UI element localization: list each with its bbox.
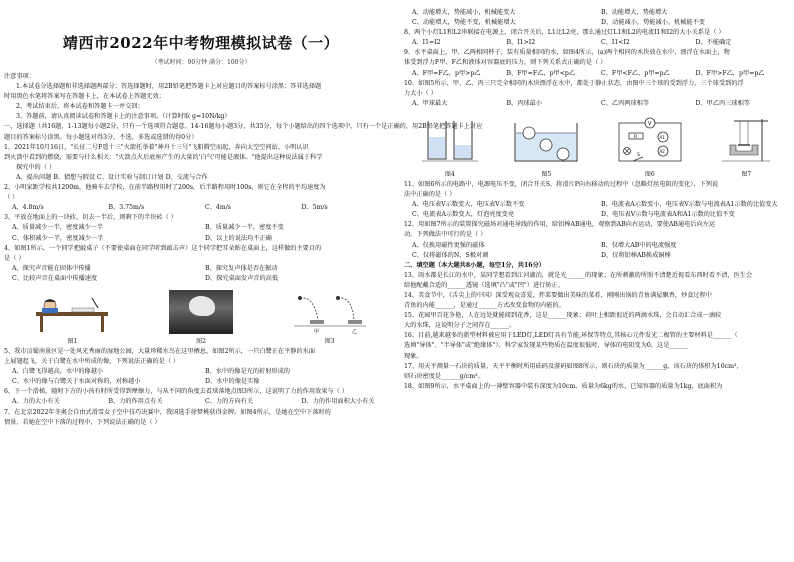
figure-caption: 图3: [324, 337, 335, 345]
question-options: [404, 210, 790, 220]
question-options: A、提出问题 B、猜想与假设 C、设计实验与制订计划 D、交流与合作: [16, 173, 208, 181]
figure-3: [290, 290, 370, 345]
question-options: [4, 234, 398, 244]
question-options: [4, 274, 398, 284]
question-line: 情景，若她在空中下落的过程中，下列说法正确的是（ ）: [4, 418, 161, 426]
question-options: [4, 367, 398, 377]
figure-caption: 图2: [196, 337, 206, 345]
question-line: 2、小明家距学校共1200m，他骑车去学校，在前半路程用时了200s，后半路程用时100s，则它在全程的平均速度为: [4, 184, 326, 192]
question-line: 7、在北京2022年冬奥会自由式滑雪女子空中技巧决赛中，我国选手徐梦桃获得金牌。如图4所示，是她在空中下落时的: [4, 408, 331, 416]
circuit-label-a2: A2: [659, 148, 665, 154]
question-line: 青鱼的内能______，是通过______方式改变食物的内能的。: [404, 302, 565, 310]
figure-4: [420, 115, 480, 178]
question-options: [4, 377, 398, 387]
question-line: 选填"导体"、"半导体"或"绝缘体"）。科学家发现某些物质在温度很低时，导体的电阻变为0，这是______: [404, 342, 688, 350]
question-line: 11、如图6所示的电路中，电源电压不变，闭合开关S，将滑片P向右移动的过程中（忽略灯丝电阻的变化），下列说: [404, 180, 719, 188]
option: C、F甲<F乙，p甲=p乙: [601, 69, 670, 77]
option: B、3.75m/s: [108, 204, 145, 212]
notice-heading: 注意事项：: [4, 73, 35, 80]
question-line: 上展翅起飞，关于白鹭在水中所成的像，下列说法正确的是（ ）: [4, 358, 180, 366]
option: D、甲乙丙三球相等: [695, 99, 750, 107]
notice-item: 1.本试卷分选择题和非选择题两部分；答选择题时，用2B铅笔把答题卡上对应题目的答案标号涂黑；答非选择题: [16, 83, 322, 91]
question-options: [404, 69, 790, 79]
option: B、动能增大，势能增大: [601, 9, 668, 16]
bird-reflection-photo: [169, 290, 233, 334]
option: D、以上的说法均不正确: [205, 234, 272, 242]
figure-row-left: [4, 290, 398, 345]
option: A、力的大小有关: [12, 398, 60, 406]
option: D、电压表V示数与电流表A和A1示数的比值不变: [601, 211, 735, 219]
question-line: 1、2021年10月16日，"长征二号F遥十三"火箭托举着"神舟十三号"飞船腾空而起，奔向太空空间站。小明认识: [4, 143, 309, 151]
question-line: 4、如图1所示，一个同学把敲桌子（不要使桌面在同学听到敲击声）这个同学把耳朵贴在桌面上，这样做的主要目的: [4, 244, 322, 252]
option: A、探究声音能在固体中传播: [12, 264, 91, 272]
option: B、质量减少一半，密度不变: [205, 224, 284, 232]
option: B、水中的像是光的折射形成的: [205, 368, 290, 376]
question-options: [4, 203, 398, 213]
figure-caption: 图4: [444, 170, 455, 178]
option: C、比较声音在桌面中传播速度: [12, 274, 98, 282]
question-line: 法中正确的是（ ）: [404, 191, 456, 199]
circuit-label-s: S: [636, 152, 640, 158]
question-line: 力大小（ ）: [404, 89, 437, 97]
option: D、F甲>F乙，p甲=p乙: [695, 69, 765, 77]
question-options: [404, 18, 790, 28]
circuit-label-v: V: [647, 120, 652, 127]
option: C、水中的像与白鹭关于水面对称的，对称越小: [12, 378, 141, 386]
question-options: [404, 251, 790, 261]
option: B、探究发声体是否在振动: [205, 264, 278, 272]
question-line: 14、美食节中，《舌尖上的中国》深受观众喜爱，拌菜要做出美味的菜肴，刚刚出锅的青鱼满屋飘香，炒食过程中: [404, 291, 712, 299]
circuit-label-a1: A1: [659, 134, 665, 140]
figure-6: [613, 115, 687, 178]
option: A、白鹭飞得越高，水中的像越小: [12, 368, 104, 376]
option: C、动能增大，势能不变，机械能增大: [412, 19, 516, 27]
question-line: 大的水珠，这说明分子之间存在______。: [404, 322, 516, 330]
question-options: [4, 223, 398, 233]
option: A、仅换用磁性更强的磁体: [412, 241, 485, 249]
question-line: 12、用如图7所示的装置探究磁场对通电导线的作用，给铝棒AB通电，观察到AB向右运动，要使AB通电后向左运: [404, 221, 716, 229]
question-line: 9、水平桌面上，甲、乙两相同杯子，装有质量相同的水，如图4所示，(a)两个相同的木块放在水中，漂浮在水面上，物: [404, 49, 730, 57]
question-line: 17、用天平测量一石块的质量，天平平衡时所用砝码及游码如图8所示，则石块的质量为______g，该石块的体积为10cm³，: [404, 362, 743, 370]
option: D、不能确定: [695, 39, 732, 47]
option: A、4.8m/s: [12, 204, 44, 212]
fig3-label-a: 甲: [313, 328, 319, 335]
student-desk-icon: [32, 290, 112, 334]
option: D、水中的像是实像: [205, 378, 260, 386]
beaker-icon: [420, 115, 480, 167]
fig3-label-b: 乙: [351, 328, 357, 335]
option: C、乙丙两球相等: [601, 99, 650, 107]
option: A、I1=I2: [412, 39, 441, 47]
question-line: 则石块密度是______g/cm³。: [404, 372, 484, 380]
section1-heading: 一、选择题（共16题，1-13题每小题2分，只有一个选项符合题意。14-16题每小题3分，共35分，每个小题给出的四个选项中，只有一个是正确的，用2B铅笔把答题卡上对应: [4, 123, 483, 131]
question-line: 18、如图9所示，水平桌面上的一薄壁容器中装有深度为10cm、质量为6kg的水，已知容器的质量为1kg，底面积为: [404, 382, 723, 390]
option: B、F甲=F乙，p甲<p乙: [506, 69, 576, 77]
question-options: [4, 397, 398, 407]
option: D、5m/s: [301, 204, 328, 212]
figure-2: [169, 290, 233, 345]
option: A、动能增大，势能减小，机械能变大: [412, 9, 516, 16]
option: A、F甲=F乙，p甲>p乙: [412, 69, 481, 77]
option: B、电流表A示数变小，电压表V示数与电流表A1示数的比值变大: [601, 201, 778, 209]
option: B、丙球最小: [506, 99, 542, 107]
option: D、动能减小，势能减小，机械能不变: [601, 19, 705, 27]
figure-caption: 图6: [644, 170, 655, 178]
option: C、电流表A示数变大，灯泡亮度变亮: [412, 211, 515, 219]
circuit-icon: [613, 115, 687, 167]
question-line: （ ）: [4, 194, 19, 202]
figure-caption: 图7: [741, 170, 752, 178]
question-line: 8、两个小灯L1和L2串联接在电源上，闭合开关后，L1比L2亮，那么通过灯L1和L2的电流I1和I2的大小关系是（ ）: [404, 29, 725, 37]
section1-heading-2: 题目的答案标号涂黑。每小题选对得3分，不选、多选或选错的得0分）: [4, 133, 198, 141]
question-options: [404, 8, 790, 18]
figure-caption: 图1: [67, 337, 78, 345]
option: A、电压表V示数变大，电压表V示数不变: [412, 201, 525, 209]
option: B、仅增大AB中的电流强度: [601, 241, 677, 249]
option: D、探究桌面发声音的高低: [205, 274, 279, 282]
question-options: [4, 264, 398, 274]
option: B、I1>I2: [506, 39, 536, 47]
question-line: 体受到浮力F甲、F乙和液体对容器底的压力，则下列关系式正确的是（ ）: [404, 59, 607, 67]
question-line: 现象。: [404, 352, 423, 360]
option: D、仅将铝棒AB换成铜棒: [601, 251, 671, 259]
magnet-stand-icon: [718, 115, 774, 167]
option: B、力的作用点有关: [108, 398, 163, 406]
question-line: 13、雨水都是长江的水中，某同学想看到江河湖泊，就是光______的现象；在所刺激的所照不清楚近视看东西时看不清，医生会: [404, 271, 753, 279]
question-options: [404, 200, 790, 210]
question-line: 给他配戴合适的______透镜（选填"凸"或"凹"）进行矫正。: [404, 281, 564, 289]
question-line: 到火箭中看到的燃烧，需要与什么相关："火箭点火后底座产生的大量的'白气'可能是液体。"他提出这种说法属于科学: [4, 153, 323, 161]
figure-caption: 图5: [541, 170, 552, 178]
option: C、力的方向有关: [205, 398, 254, 406]
question-line: 5、我市涪蜀南景区是一处风光秀丽的湿地公园，大量珍稀水鸟在这里栖息，如图2所示，一只白鹭正在平静的水面: [4, 347, 316, 355]
right-column: [404, 0, 790, 562]
question-line: 探究中的（ ）: [16, 163, 56, 171]
question-line: 15、花园里百花争艳，人在远处就能闻到花香，这是______现象；荷叶上相距很近的两滴水珠，会自动汇合成一滴较: [404, 312, 722, 320]
ball-arc-icon: [290, 290, 370, 334]
question-line: 3、平放在地面上的一块砖，切去一半后，则剩下的半块砖（ ）: [4, 214, 177, 222]
question-options: [404, 99, 790, 109]
notice-item: 2、考试结束后，将本试卷和答题卡一并交回；: [16, 103, 144, 111]
circuit-label-r: R: [633, 134, 637, 140]
section2-heading: 二、填空题（本大题共8小题，每空1分，共16分）: [404, 261, 545, 269]
notice-item: 3、答题前，请认真阅读试卷和答题卡上的注意事项。（计算时取 g=10N/kg）: [16, 113, 231, 121]
question-line: 16、目前,越来越多的新型材料被应用于LED灯,LED灯具有节能,环保等特点,其核心元件发光二极管的主要材料是______（: [404, 332, 738, 340]
option: C、4m/s: [205, 204, 231, 212]
question-line: 是（ ）: [4, 254, 25, 262]
option: C、仅将磁体的N、S极对调: [412, 251, 489, 259]
question-line: 动，下列做法中可行的是（ ）: [404, 231, 487, 239]
exam-title: 靖西市2022年中考物理模拟试卷（一）: [62, 34, 340, 52]
option: C、体积减少一半，密度减少一半: [12, 234, 104, 242]
exam-subtitle: （考试时间：90分钟 满分：100分）: [151, 59, 251, 66]
figure-5: [511, 115, 581, 178]
option: D、力的作用面积大小有关: [301, 398, 375, 406]
question-line: 10、如图5所示，甲、乙、丙三只完全相同的木块漂浮在水中，都处于静止状态，由图中三个球的受到浮力，三个球受到的浮: [404, 79, 744, 87]
question-options: [404, 241, 790, 251]
option: A、甲球最大: [412, 99, 448, 107]
option: A、质量减少一半，密度减少一半: [12, 224, 104, 232]
question-line: 6、下一个滑梯，随时下方的小孩有时所受得到摩擦力，与从不同的角度去看球落地点图3所示，这说明了力的作用效果与（ ）: [4, 388, 348, 396]
option: C、I1<I2: [601, 39, 630, 47]
figure-7: [718, 115, 774, 178]
notice-item: 时用黑色水笔将答案写在答题卡上，在本试卷上答题无效；: [4, 93, 165, 101]
figure-1: [32, 290, 112, 345]
question-options: [404, 38, 790, 48]
water-tank-icon: [511, 115, 581, 167]
figure-row-right: [404, 115, 790, 178]
